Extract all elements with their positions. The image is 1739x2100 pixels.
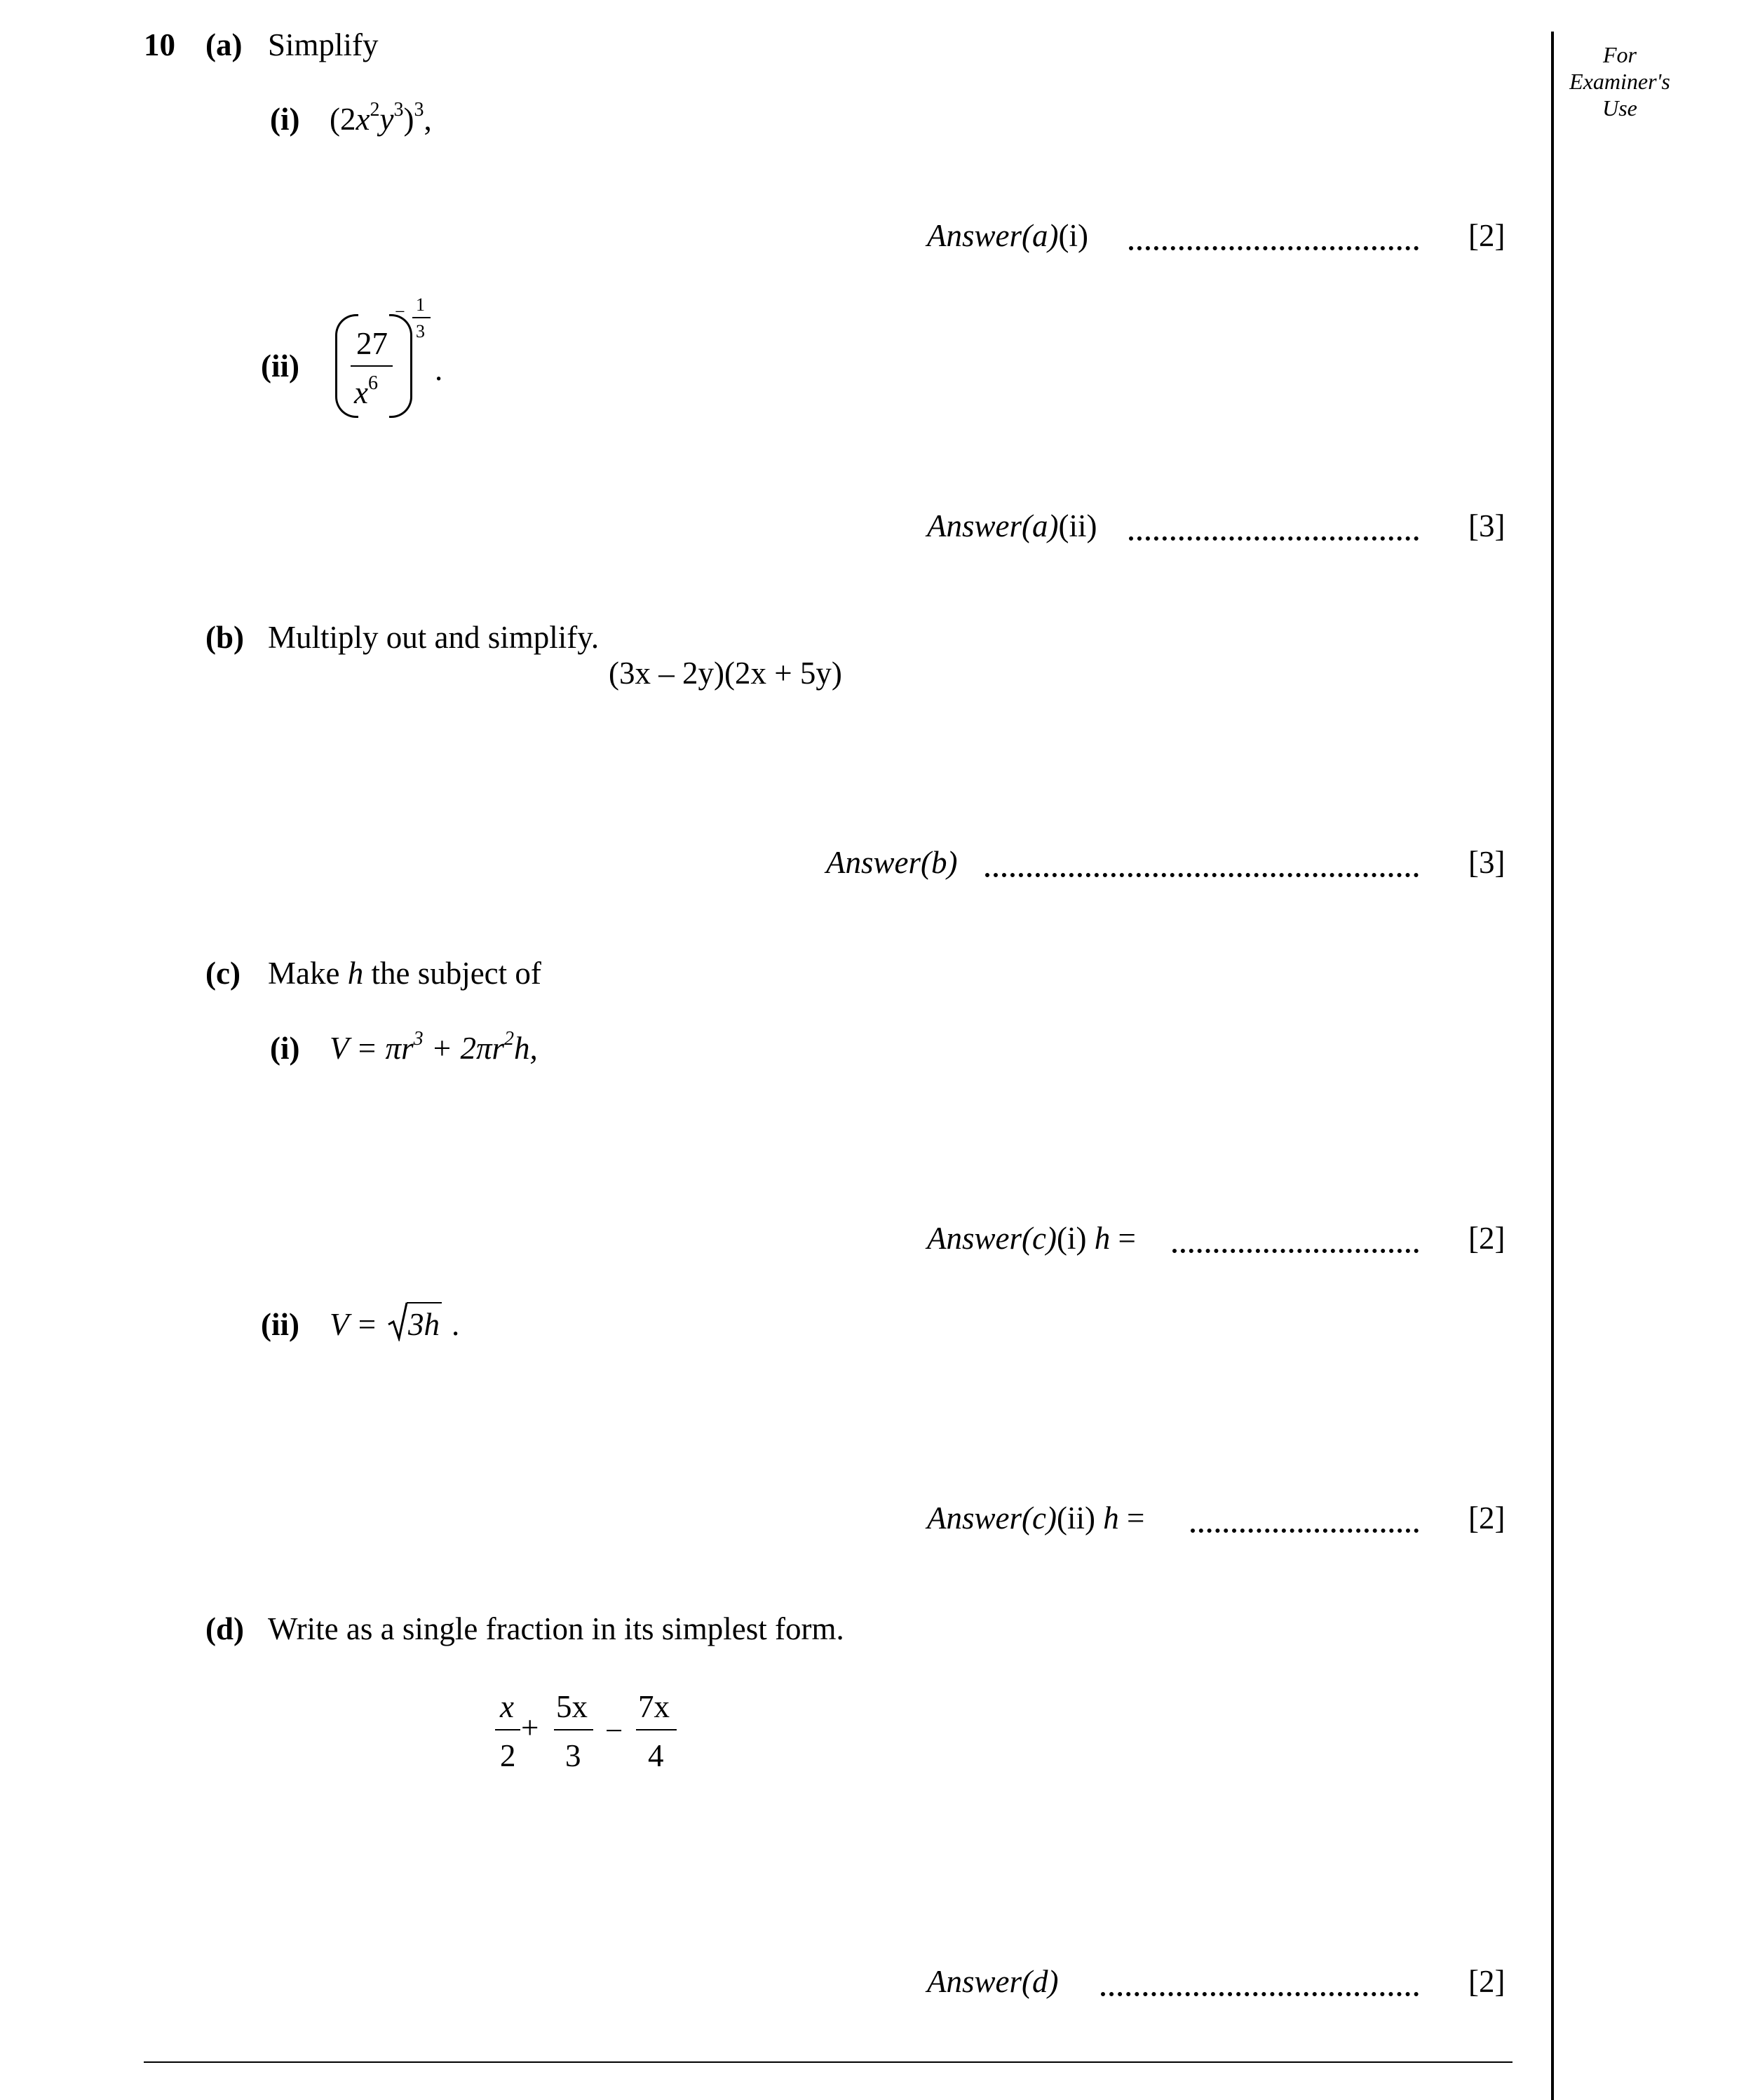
part-c-ii-label: (ii) (261, 1307, 299, 1342)
part-a-ii-trail: . (435, 352, 443, 387)
operator-plus: + (521, 1710, 539, 1745)
answer-a-ii-field[interactable] (1129, 536, 1419, 541)
fraction-2-bar (554, 1729, 593, 1730)
fraction-3-bar (636, 1729, 677, 1730)
fraction-2-denominator: 3 (565, 1738, 581, 1773)
right-parenthesis (389, 314, 412, 418)
examiner-margin-line (1551, 32, 1554, 2100)
fraction-1-numerator: x (500, 1689, 514, 1724)
part-c-i-label: (i) (270, 1031, 300, 1066)
examiner-label-examiners: Examiner's (1569, 69, 1670, 94)
marks-a-ii: [3] (1468, 508, 1505, 543)
part-c-label: (c) (205, 956, 241, 991)
part-c-ii-trail: . (452, 1307, 460, 1342)
marks-c-ii: [2] (1468, 1501, 1505, 1536)
examiner-label-use: Use (1602, 95, 1637, 121)
exponent-sign: − (395, 302, 405, 322)
fraction-numerator: 27 (356, 326, 388, 361)
answer-c-i-field[interactable] (1172, 1249, 1419, 1253)
part-b-label: (b) (205, 620, 244, 655)
answer-c-ii-label: Answer(c)(ii) h = (927, 1501, 1145, 1536)
part-d-label: (d) (205, 1611, 244, 1646)
fraction-3-numerator: 7x (638, 1689, 670, 1724)
part-d-instruction: Write as a single fraction in its simplest form. (268, 1611, 844, 1646)
bottom-rule (144, 2061, 1513, 2063)
question-number: 10 (144, 27, 175, 62)
answer-d-field[interactable] (1101, 1992, 1419, 1996)
part-b-instruction: Multiply out and simplify. (268, 620, 600, 655)
part-c-ii-radicand: 3h (408, 1307, 440, 1342)
fraction-bar (351, 365, 393, 367)
marks-d: [2] (1468, 1964, 1505, 1999)
fraction-1-bar (495, 1729, 520, 1730)
answer-a-ii-label: Answer(a)(ii) (927, 508, 1097, 543)
part-c-instruction: Make h the subject of (268, 956, 541, 991)
part-c-ii-lhs: V = (330, 1307, 378, 1342)
fraction-2-numerator: 5x (556, 1689, 588, 1724)
part-c-i-equation: $V = \pi r^3 + 2\pi r^2h$, (330, 1028, 538, 1066)
operator-minus: − (605, 1713, 623, 1748)
answer-b-field[interactable] (985, 873, 1419, 877)
part-a-i-expression: $(2x^2y^3)^3$, (330, 99, 432, 137)
answer-c-i-label: Answer(c)(i) h = (927, 1221, 1136, 1256)
part-a-ii-label: (ii) (261, 348, 299, 384)
marks-c-i: [2] (1468, 1221, 1505, 1256)
fraction-denominator: $x^6$ (354, 372, 378, 410)
square-root-icon (387, 1301, 408, 1341)
exponent-bar (412, 317, 431, 318)
marks-a-i: [2] (1468, 218, 1505, 253)
part-b-expression: (3x – 2y)(2x + 5y) (609, 656, 842, 691)
part-a-i-label: (i) (270, 102, 300, 137)
answer-b-label: Answer(b) (826, 845, 958, 880)
part-a-label: (a) (205, 27, 243, 62)
exponent-numerator: 1 (416, 294, 425, 315)
fraction-3-denominator: 4 (648, 1738, 664, 1773)
part-a-instruction: Simplify (268, 27, 379, 62)
marks-b: [3] (1468, 845, 1505, 880)
answer-d-label: Answer(d) (927, 1964, 1059, 1999)
fraction-1-denominator: 2 (500, 1738, 516, 1773)
exponent-denominator: 3 (416, 321, 425, 341)
examiner-label-for: For (1603, 42, 1637, 67)
radical-bar (407, 1302, 442, 1303)
answer-c-ii-field[interactable] (1191, 1529, 1419, 1533)
answer-a-i-label: Answer(a)(i) (927, 218, 1088, 253)
answer-a-i-field[interactable] (1129, 246, 1419, 250)
